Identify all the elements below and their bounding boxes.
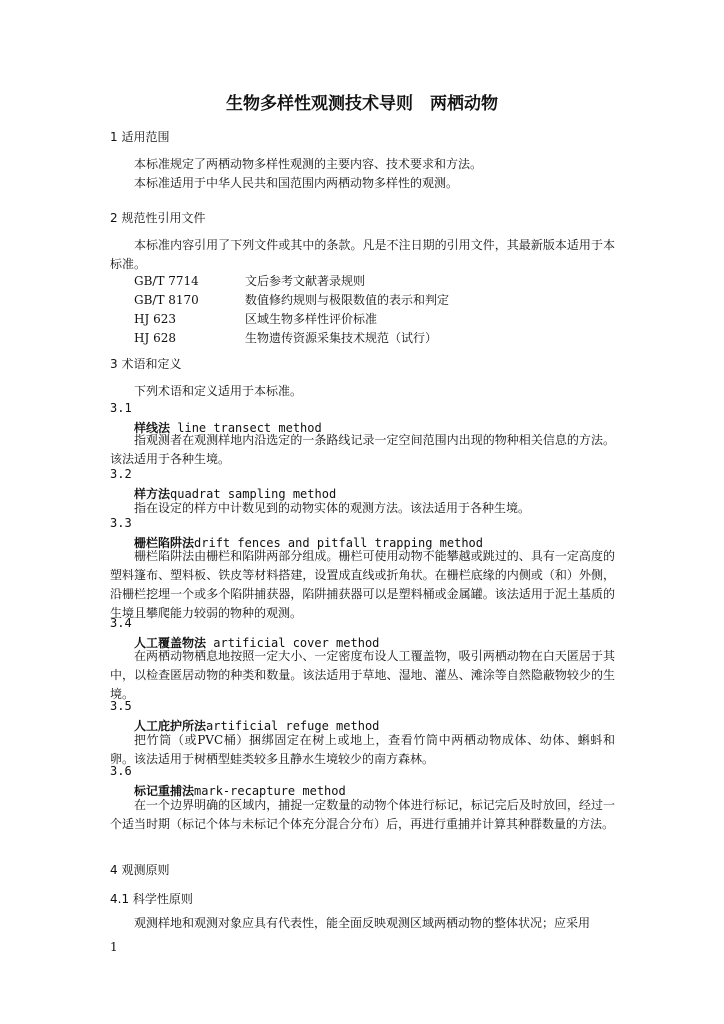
term-chinese: 人工庇护所法 <box>134 719 207 733</box>
term-english: drift fences and pitfall trapping method <box>194 536 483 550</box>
term-number: 3.5 <box>110 699 132 713</box>
section-4-heading: 4 观测原则 <box>110 863 170 877</box>
reference-name: 数值修约规则与极限数值的表示和判定 <box>245 293 450 307</box>
term-number: 3.6 <box>110 764 132 778</box>
term-chinese: 人工覆盖物法 <box>134 636 207 650</box>
reference-name: 生物遗传资源采集技术规范（试行） <box>245 331 438 345</box>
section-3-heading: 3 术语和定义 <box>110 357 182 371</box>
section-3-intro: 下列术语和定义适用于本标准。 <box>134 384 303 398</box>
term-number: 3.3 <box>110 516 132 530</box>
term-definition: 在一个边界明确的区域内，捕捉一定数量的动物个体进行标记，标记完后及时放回，经过一个适当时期（标记个体与未标记个体充分混合分布）后，再进行重捕并计算其种群数量的方法。 <box>110 798 615 831</box>
section-2-paragraph-1: 本标准内容引用了下列文件或其中的条款。凡是不注日期的引用文件，其最新版本适用于本标准。 <box>110 238 615 271</box>
reference-item <box>134 329 437 346</box>
section-2-heading: 2 规范性引用文件 <box>110 211 206 225</box>
page-number: 1 <box>110 940 118 954</box>
reference-name: 文后参考文献著录规则 <box>245 274 366 288</box>
subsection-4-1-paragraph: 观测样地和观测对象应具有代表性，能全面反映观测区域两栖动物的整体状况；应采用 <box>134 916 591 930</box>
term-definition: 指在设定的样方中计数见到的动物实体的观测方法。该法适用于各种生境。 <box>134 501 531 515</box>
term-definition: 指观测者在观测样地内沿选定的一条路线记录一定空间范围内出现的物种相关信息的方法。该法适用于各种生境。 <box>110 433 615 466</box>
term-definition: 在两栖动物栖息地按照一定大小、一定密度布设人工覆盖物，吸引两栖动物在白天匿居于其中，以检查匿居动物的种类和数量。该法适用于草地、湿地、灌丛、滩涂等自然隐蔽物较少的生境。 <box>110 649 615 701</box>
term-english: artificial refuge method <box>206 719 380 733</box>
term-number: 3.4 <box>110 616 132 630</box>
reference-code: HJ 623 <box>134 312 176 326</box>
subsection-4-1-heading: 4.1 科学性原则 <box>110 892 193 906</box>
reference-code: GB/T 8170 <box>134 293 199 307</box>
term-definition: 栅栏陷阱法由栅栏和陷阱两部分组成。栅栏可使用动物不能攀越或跳过的、具有一定高度的塑料篷布、塑料板、铁皮等材料搭建，设置成直线或折角状。在栅栏底缘的内侧或（和）外侧，沿栅栏挖埋一个或多个陷阱捕获器，陷阱捕获器可以是塑料桶或金属罐。该法适用于泥土基质的生境且攀爬能力较弱的物种的观测。 <box>110 549 615 620</box>
reference-item <box>134 310 377 327</box>
term-english: artificial cover method <box>206 636 380 650</box>
document-title: 生物多样性观测技术导则 两栖动物 <box>226 94 498 114</box>
section-1-heading: 1 适用范围 <box>110 130 170 144</box>
reference-item <box>134 291 449 308</box>
section-1-paragraph-1: 本标准规定了两栖动物多样性观测的主要内容、技术要求和方法。 <box>134 157 483 171</box>
reference-code: GB/T 7714 <box>134 274 199 288</box>
reference-code: HJ 628 <box>134 331 176 345</box>
reference-name: 区域生物多样性评价标准 <box>245 312 378 326</box>
term-number: 3.1 <box>110 401 132 415</box>
term-chinese: 样方法 <box>134 487 171 501</box>
term-chinese: 栅栏陷阱法 <box>134 536 195 550</box>
term-english: mark-recapture method <box>194 784 346 798</box>
term-english: line transect method <box>170 421 322 435</box>
term-number: 3.2 <box>110 467 132 481</box>
term-english: quadrat sampling method <box>170 487 337 501</box>
term-chinese: 标记重捕法 <box>134 784 195 798</box>
term-definition: 把竹筒（或PVC桶）捆绑固定在树上或地上，查看竹筒中两栖动物成体、幼体、蝌蚪和卵。该法适用于树栖型蛙类较多且静水生境较少的南方森林。 <box>110 733 615 766</box>
term-chinese: 样线法 <box>134 421 171 435</box>
reference-item <box>134 272 365 289</box>
section-1-paragraph-2: 本标准适用于中华人民共和国范围内两栖动物多样性的观测。 <box>134 176 459 190</box>
